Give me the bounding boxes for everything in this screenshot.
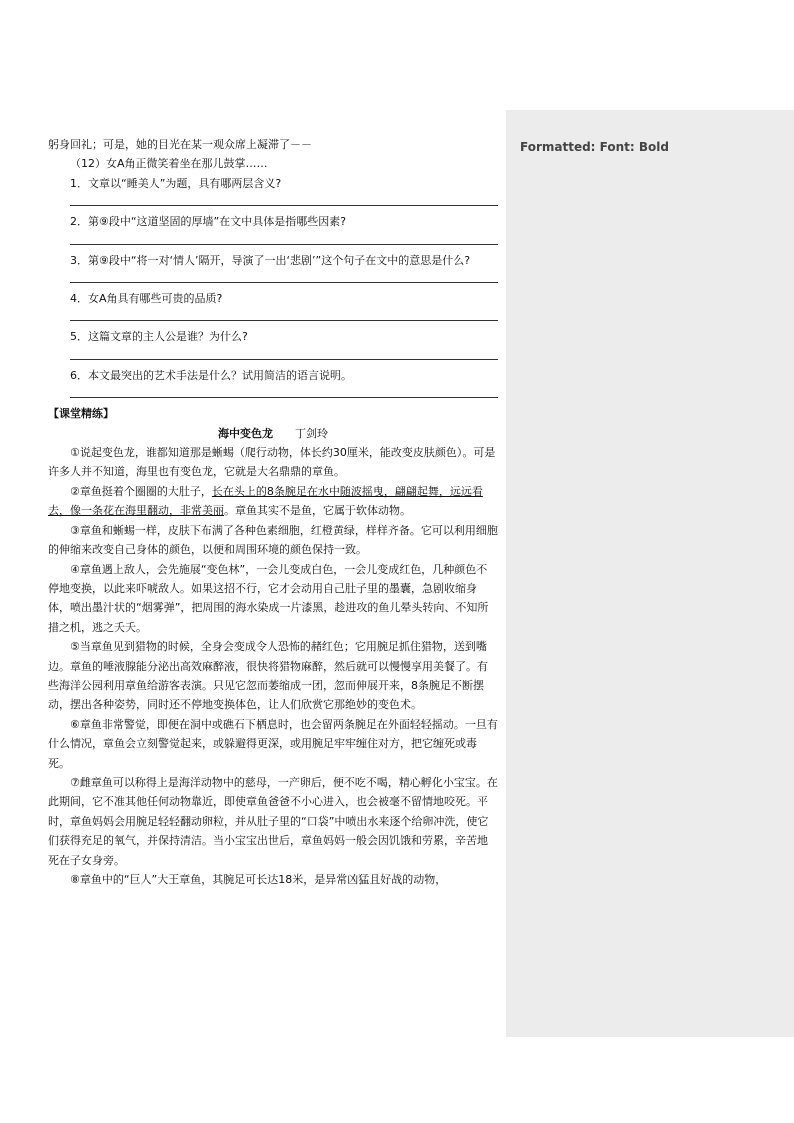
answer-line-6 <box>70 385 498 398</box>
story-line-1: 躬身回礼；可是，她的目光在某一观众席上凝滞了－－ <box>48 138 312 151</box>
paragraph-5: ⑤当章鱼见到猎物的时候，全身会变成令人恐怖的赭红色；它用腕足抓住猎物，送到嘴边。章鱼的唾液腺能分泌出高效麻醉液，很快将猎物麻醉，然后就可以慢慢享用美餐了。有些海洋公园利用章鱼给游客表演。只见它忽而萎缩成一团，忽而伸展开来，8条腕足不断摆动，摆出各种姿势，同时还不停地变换体色，让人们欣赏它那绝妙的变色术。 <box>48 640 488 712</box>
paragraph-7: ⑦雌章鱼可以称得上是海洋动物中的慈母，一产卵后，便不吃不喝，精心孵化小宝宝。在此期间，它不准其他任何动物靠近，即使章鱼爸爸不小心进入，也会被毫不留情地咬死。平时，章鱼妈妈会用腕足轻轻翻动卵粒，并从肚子里的“口袋”中喷出水来逐个给卵冲洗，使它们获得充足的氧气，并保持清洁。当小宝宝出世后，章鱼妈妈一般会因饥饿和劳累，辛苦地死在子女身旁。 <box>48 775 498 867</box>
question-6: 6．本文最突出的艺术手法是什么？试用简洁的语言说明。 <box>70 368 352 382</box>
comment-format-note[interactable]: Formatted: Font: Bold <box>520 140 669 154</box>
paragraph-2 <box>48 482 498 521</box>
answer-line-3 <box>70 270 498 283</box>
comment-pane <box>506 110 794 1037</box>
answer-line-4 <box>70 308 498 321</box>
question-1: 1．文章以“睡美人”为题，具有哪两层含义? <box>70 176 282 190</box>
document-body <box>48 135 498 889</box>
question-3: 3．第⑨段中“将一对‘情人’隔开，导演了一出‘悲剧’”这个句子在文中的意思是什么? <box>70 253 471 267</box>
article-heading <box>48 424 498 443</box>
section-heading: 【课堂精练】 <box>48 407 114 421</box>
paragraph-3: ③章鱼和蜥蜴一样，皮肤下布满了各种色素细胞，红橙黄绿，样样齐备。它可以利用细胞的伸缩来改变自己身体的颜色，以便和周围环境的颜色保持一致。 <box>48 523 498 557</box>
paragraph-6: ⑥章鱼非常警觉，即便在洞中或礁石下栖息时，也会留两条腕足在外面轻轻摇动。一旦有什么情况，章鱼会立刻警觉起来，或躲避得更深，或用腕足牢牢缠住对方，把它缠死或毒死。 <box>48 717 498 770</box>
question-4: 4．女A角具有哪些可贵的品质? <box>70 292 223 306</box>
underlined-passage: 长在头上的8条腕足在水中随波摇曳，翩翩起舞，远远看去，像一条花在海里翻动，非常美丽 <box>48 484 483 518</box>
question-2: 2．第⑨段中“这道坚固的厚墙”在文中具体是指哪些因素? <box>70 215 347 229</box>
question-5: 5．这篇文章的主人公是谁？为什么? <box>70 330 248 344</box>
paragraph-2-end: 。章鱼其实不是鱼，它属于软体动物。 <box>224 504 411 518</box>
paragraph-8: ⑧章鱼中的“巨人”大王章鱼，其腕足可长达18米，是异常凶猛且好战的动物， <box>70 873 447 886</box>
article-author: 丁剑玲 <box>295 426 328 440</box>
paragraph-4: ④章鱼遇上敌人，会先施展“变色林”，一会儿变成白色，一会儿变成红色，几种颜色不停地变换，以此来吓唬敌人。如果这招不行，它才会动用自己肚子里的墨囊，急剧收缩身体，喷出墨汁状的“烟雾弹”，把周围的海水染成一片漆黑，趁进攻的鱼儿晕头转向、不知所措之机，逃之夭夭。 <box>48 562 489 634</box>
paragraph-2-start: ②章鱼挺着个圈圈的大肚子， <box>70 484 212 498</box>
story-line-2: （12）女A角正微笑着坐在那儿鼓掌…… <box>70 157 268 171</box>
answer-line-5 <box>70 347 498 360</box>
article-title: 海中变色龙 <box>218 426 273 440</box>
answer-line-1 <box>70 193 498 206</box>
paragraph-1: ①说起变色龙，谁都知道那是蜥蜴（爬行动物，体长约30厘米，能改变皮肤颜色）。可是许多人并不知道，海里也有变色龙，它就是大名鼎鼎的章鱼。 <box>48 446 496 479</box>
answer-line-2 <box>70 232 498 245</box>
